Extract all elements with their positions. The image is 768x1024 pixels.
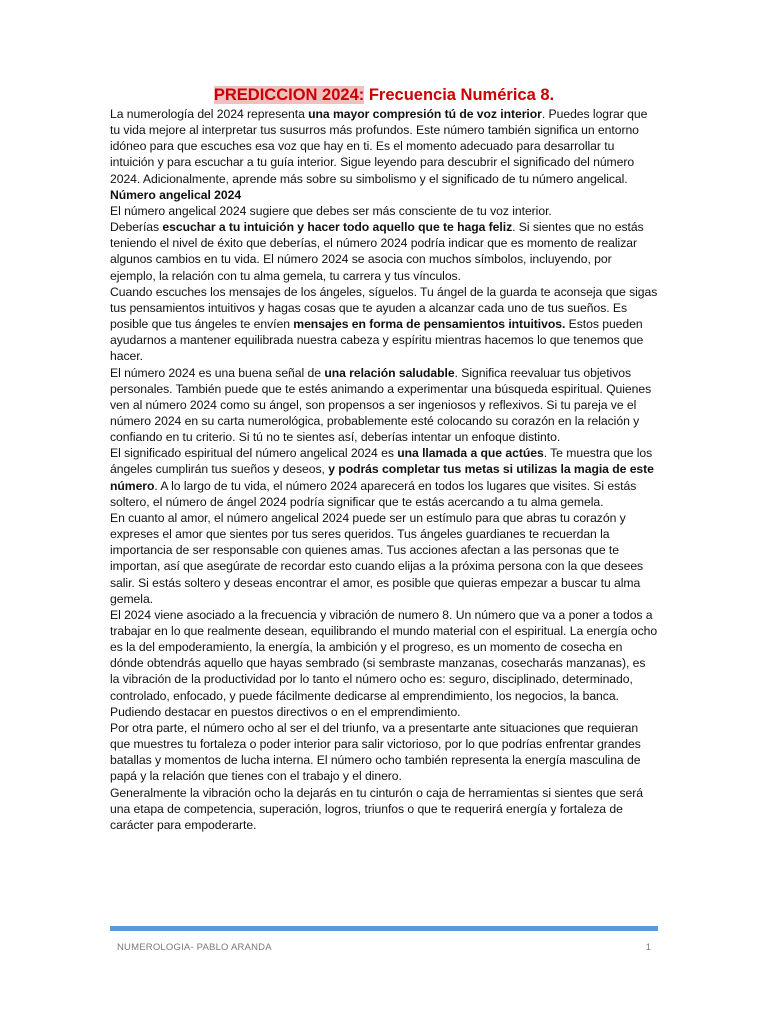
paragraph bbox=[110, 720, 658, 785]
text-run: Estos pueden ayudarnos a mantener equilibrada nuestra cabeza y espíritu mientras hacemos lo que tenemos que hacer. bbox=[110, 317, 644, 364]
paragraph bbox=[110, 785, 658, 833]
text-run: El significado espiritual del número angelical 2024 es bbox=[110, 446, 398, 461]
paragraph bbox=[110, 106, 658, 187]
bold-text: escuchar a tu intuición y hacer todo aquello que te haga feliz bbox=[162, 220, 513, 235]
footer-rule bbox=[110, 926, 658, 931]
paragraph bbox=[110, 187, 658, 203]
title-highlight: PREDICCION 2024: bbox=[213, 86, 365, 104]
bold-text: mensajes en forma de pensamientos intuitivos. bbox=[293, 317, 566, 332]
text-run: En cuanto al amor, el número angelical 2024 puede ser un estímulo para que abras tu corazón y expreses el amor que sientes por tus seres queridos. Tus ángeles guardianes te recuerdan la importancia de ser responsable con quienes amas. Tus acciones afectan a las personas que te importan, así que asegúrate de recordar esto cuando elijas a la próxima persona con la que desees salir. Si estás soltero y deseas encontrar el amor, es posible que quieras empezar a buscar tu alma gemela. bbox=[110, 510, 644, 606]
page-number: 1 bbox=[645, 942, 651, 953]
text-run: . Te muestra que los ángeles cumplirán tus sueños y deseos, bbox=[110, 446, 653, 477]
text-run: El número angelical 2024 sugiere que debes ser más consciente de tu voz interior. bbox=[110, 203, 552, 218]
title-rest: Frecuencia Numérica 8. bbox=[364, 86, 555, 104]
text-run: . Si sientes que no estás teniendo el nivel de éxito que deberías, el número 2024 podría indicar que es momento de realizar algunos cambios en tu vida. El número 2024 se asocia con muchos símbolos, incluyendo, por ejemplo, la relación con tu alma gemela, tu carrera y tus vínculos. bbox=[110, 220, 644, 283]
paragraph bbox=[110, 365, 658, 446]
body-text bbox=[110, 106, 658, 833]
text-run: La numerología del 2024 representa bbox=[110, 107, 309, 121]
bold-text: y podrás completar tus metas si utilizas la magia de este número bbox=[110, 462, 654, 493]
page-title bbox=[110, 84, 658, 106]
paragraph bbox=[110, 284, 658, 365]
text-run: . Puedes lograr que tu vida mejore al interpretar tus susurros más profundos. Este número también significa un entorno idóneo para que escuches esa voz que hay en ti. Es el momento adecuado para desarrollar tu intuición y para escuchar a tu guía interior. Sigue leyendo para descubrir el significado del número 2024. Adicionalmente, aprende más sobre su simbolismo y el significado de tu número angelical. bbox=[110, 107, 648, 186]
text-run: Generalmente la vibración ocho la dejarás en tu cinturón o caja de herramientas si sientes que será una etapa de competencia, superación, logros, triunfos o que te requerirá energía y fortaleza de carácter para empoderarte. bbox=[110, 785, 643, 832]
text-run: . Significa reevaluar tus objetivos personales. También puede que te estés animando a experimentar una búsqueda espiritual. Quienes ven al número 2024 como su ángel, son propensos a ser ingeniosos y reflexivos. Si tu pareja ve el número 2024 en su carta numerológica, probablemente esté colocando su corazón en la relación y confiando en tu criterio. Si tú no te sientes así, deberías intentar un enfoque distinto. bbox=[110, 365, 652, 445]
text-run: Por otra parte, el número ocho al ser el del triunfo, va a presentarte ante situaciones que requieran que muestres tu fortaleza o poder interior para salir victorioso, por lo que podrías enfrentar grandes batallas y momentos de lucha interna. El número ocho también representa la energía masculina de papá y la relación que tienes con el trabajo y el dinero. bbox=[110, 720, 641, 784]
text-run: Deberías bbox=[110, 220, 163, 235]
text-run: El número 2024 es una buena señal de bbox=[110, 365, 325, 380]
paragraph bbox=[110, 445, 658, 510]
footer-author: NUMEROLOGIA- PABLO ARANDA bbox=[117, 942, 272, 953]
bold-text: Número angelical 2024 bbox=[110, 187, 242, 202]
text-run: . A lo largo de tu vida, el número 2024 aparecerá en todos los lugares que visites. Si estás soltero, el número de ángel 2024 podría significar que te estás acercando a tu alma gemela. bbox=[110, 478, 637, 509]
paragraph bbox=[110, 510, 658, 607]
page-content bbox=[110, 84, 658, 833]
text-run: El 2024 viene asociado a la frecuencia y vibración de numero 8. Un número que va a poner a todos a trabajar en lo que realmente desean, equilibrando el mundo material con el espiritual. La energía ocho es la del empoderamiento, la energía, la ambición y el progreso, es un momento de cosecha en dónde obtendrás aquello que hayas sembrado (si sembraste manzanas, cosecharás manzanas), es la vibración de la productividad por lo tanto el número ocho es: seguro, disciplinado, determinado, controlado, enfocado, y puede fácilmente dedicarse al emprendimiento, los negocios, la banca. Pudiendo destacar en puestos directivos o en el emprendimiento. bbox=[110, 607, 658, 719]
paragraph bbox=[110, 607, 658, 720]
bold-text: una relación saludable bbox=[324, 365, 455, 380]
bold-text: una llamada a que actúes bbox=[397, 446, 544, 461]
bold-text: una mayor compresión tú de voz interior bbox=[308, 107, 542, 121]
paragraph bbox=[110, 219, 658, 284]
paragraph bbox=[110, 203, 658, 219]
text-run: Cuando escuches los mensajes de los ángeles, síguelos. Tu ángel de la guarda te aconseja que sigas tus pensamientos intuitivos y hagas cosas que te ayuden a alcanzar cada uno de tus sueños. Es posible que tus ángeles te envíen bbox=[110, 284, 658, 332]
